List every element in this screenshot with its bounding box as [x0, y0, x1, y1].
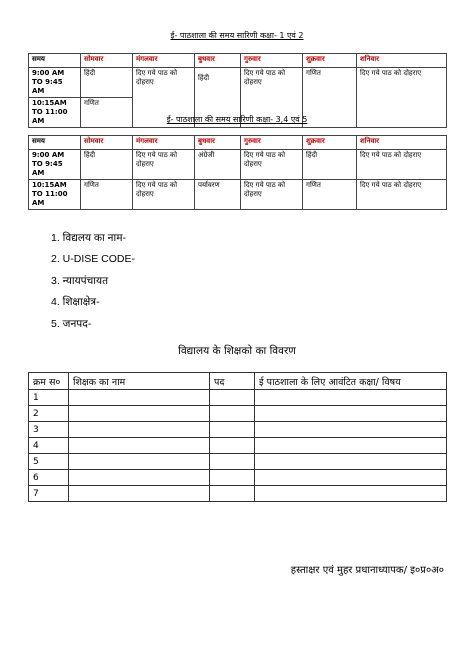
- time-cell: 10:15AM TO 11:00 AM: [29, 180, 81, 210]
- header-shukravar: शुक्रवार: [303, 54, 357, 68]
- table-row: [29, 150, 447, 180]
- class-subject-cell[interactable]: [255, 470, 447, 486]
- signature-line: हस्ताक्षर एवं मुहर प्रधानाध्यापक/ इ०प्र०अ०: [290, 565, 444, 576]
- serial-cell: 1: [29, 390, 69, 406]
- class-subject-cell[interactable]: [255, 422, 447, 438]
- teacher-name-cell[interactable]: [69, 438, 210, 454]
- header-somvar: सोमवार: [81, 54, 133, 68]
- subject-cell: हिंदी: [303, 150, 357, 180]
- post-cell[interactable]: [210, 438, 255, 454]
- header-mangalvar: मंगलवार: [133, 54, 195, 68]
- shikshakshetra-field: 4. शिक्षाक्षेत्र-: [51, 296, 100, 308]
- subject-cell: दिए गये पाठ को दोहराए: [133, 150, 195, 180]
- subject-cell: हिंदी: [81, 68, 133, 98]
- table-row: [29, 68, 447, 98]
- serial-cell: 5: [29, 454, 69, 470]
- subject-cell: गणित: [303, 68, 357, 128]
- post-cell[interactable]: [210, 406, 255, 422]
- time-cell: 9:00 AM TO 9:45 AM: [29, 68, 81, 98]
- subject-cell: हिंदी: [195, 68, 241, 128]
- teachers-header-row: [29, 373, 447, 390]
- post-cell[interactable]: [210, 486, 255, 502]
- teachers-section-title: विद्यालय के शिक्षको का विवरण: [178, 345, 296, 357]
- subject-cell: हिंदी: [81, 150, 133, 180]
- nyaypanchayat-field: 3. न्यायपंचायत: [51, 275, 109, 287]
- table-row: [29, 180, 447, 210]
- table-row: [29, 422, 447, 438]
- teacher-name-cell[interactable]: [69, 406, 210, 422]
- subject-cell: दिए गये पाठ को दोहराए: [133, 68, 195, 128]
- subject-cell: दिए गये पाठ को दोहराए: [357, 68, 447, 128]
- header-serial: क्रम स०: [29, 373, 69, 390]
- serial-cell: 3: [29, 422, 69, 438]
- table-row: [29, 406, 447, 422]
- table-row: [29, 486, 447, 502]
- header-somvar: सोमवार: [81, 136, 133, 150]
- school-name-field: 1. विद्यलय का नाम-: [51, 232, 126, 244]
- header-samay: समय: [29, 54, 81, 68]
- post-cell[interactable]: [210, 454, 255, 470]
- table-row: [29, 470, 447, 486]
- subject-cell: दिए गये पाठ को दोहराए: [241, 180, 303, 210]
- table-row: [29, 454, 447, 470]
- header-samay: समय: [29, 136, 81, 150]
- header-shanivar: शनिवार: [357, 136, 447, 150]
- udise-code-field: 2. U-DISE CODE-: [51, 253, 136, 265]
- serial-cell: 7: [29, 486, 69, 502]
- timetable2-title: ई- पाठशाला की समय सारिणी कक्षा- 3,4 एवं 5: [166, 115, 308, 124]
- header-post: पद: [210, 373, 255, 390]
- header-teacher-name: शिक्षक का नाम: [69, 373, 210, 390]
- class-subject-cell[interactable]: [255, 454, 447, 470]
- post-cell[interactable]: [210, 390, 255, 406]
- subject-cell: गणित: [303, 180, 357, 210]
- serial-cell: 6: [29, 470, 69, 486]
- timetable2: [28, 135, 447, 210]
- time-cell: 10:15AM TO 11:00 AM: [29, 98, 81, 128]
- janpad-field: 5. जनपद-: [51, 318, 92, 330]
- header-guruvar: गुरुवार: [241, 54, 303, 68]
- class-subject-cell[interactable]: [255, 390, 447, 406]
- header-budhvar: बुधवार: [195, 54, 241, 68]
- timetable1-title: ई- पाठशाला की समय सारिणी कक्षा- 1 एवं 2: [170, 31, 304, 40]
- teachers-table: [28, 372, 447, 502]
- post-cell[interactable]: [210, 470, 255, 486]
- header-budhvar: बुधवार: [195, 136, 241, 150]
- subject-cell: गणित: [81, 180, 133, 210]
- header-shanivar: शनिवार: [357, 54, 447, 68]
- header-shukravar: शुक्रवार: [303, 136, 357, 150]
- subject-cell: दिए गये पाठ को दोहराए: [241, 68, 303, 128]
- serial-cell: 2: [29, 406, 69, 422]
- teacher-name-cell[interactable]: [69, 470, 210, 486]
- subject-cell: दिए गये पाठ को दोहराए: [357, 150, 447, 180]
- subject-cell: दिए गये पाठ को दोहराए: [357, 180, 447, 210]
- time-cell: 9:00 AM TO 9:45 AM: [29, 150, 81, 180]
- table-row: [29, 438, 447, 454]
- class-subject-cell[interactable]: [255, 438, 447, 454]
- timetable1-header-row: [29, 54, 447, 68]
- header-mangalvar: मंगलवार: [133, 136, 195, 150]
- header-guruvar: गुरुवार: [241, 136, 303, 150]
- teacher-name-cell[interactable]: [69, 454, 210, 470]
- subject-cell: गणित: [81, 98, 133, 128]
- timetable2-header-row: [29, 136, 447, 150]
- teacher-name-cell[interactable]: [69, 486, 210, 502]
- teacher-name-cell[interactable]: [69, 390, 210, 406]
- teacher-name-cell[interactable]: [69, 422, 210, 438]
- table-row: [29, 390, 447, 406]
- subject-cell: पर्यावरण: [195, 180, 241, 210]
- header-epathshala-class: ई पाठशाला के लिए आवंटित कक्षा/ विषय: [255, 373, 447, 390]
- subject-cell: अंग्रेजी: [195, 150, 241, 180]
- subject-cell: दिए गये पाठ को दोहराए: [133, 180, 195, 210]
- class-subject-cell[interactable]: [255, 486, 447, 502]
- class-subject-cell[interactable]: [255, 406, 447, 422]
- serial-cell: 4: [29, 438, 69, 454]
- subject-cell: दिए गये पाठ को दोहराए: [241, 150, 303, 180]
- post-cell[interactable]: [210, 422, 255, 438]
